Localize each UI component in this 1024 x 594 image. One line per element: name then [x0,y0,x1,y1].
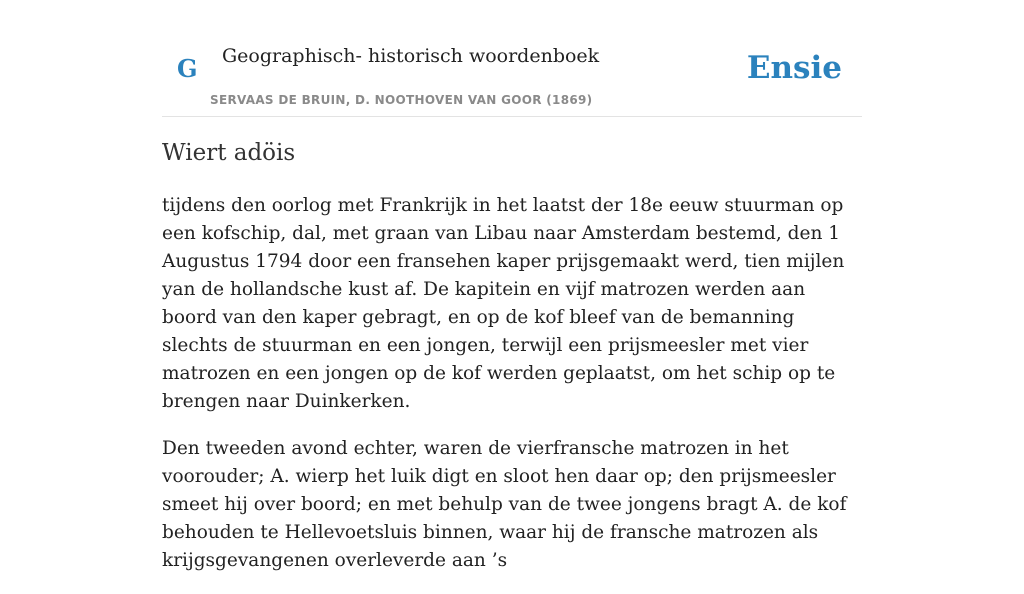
category-letter-icon[interactable]: G [177,54,198,83]
header [162,0,862,117]
entry-body [162,192,862,594]
brand-logo[interactable]: Ensie [746,50,842,86]
page [162,0,862,571]
book-author: SERVAAS DE BRUIN, D. NOOTHOVEN VAN GOOR (1869) [210,93,593,107]
entry-paragraph: tijdens den oorlog met Frankrijk in het laatst der 18e eeuw stuurman op een kofschip, dal, met graan van Libau naar Amsterdam bestemd, den 1 Augustus 1794 door een fransehen kaper prijsgemaakt werd, tien mijlen yan de hollandsche kust af. De kapitein en vijf matrozen werden aan boord van den kaper gebragt, en op de kof bleef van de bemanning slechts de stuurman en een jongen, terwijl een prijsmeesler met vier matrozen en een jongen op de kof werden geplaatst, om het schip op te brengen naar Duinkerken. [162,195,845,412]
entry-title: Wiert adöis [162,140,296,166]
book-title[interactable]: Geographisch- historisch woordenboek [222,45,600,67]
entry-paragraph: Den tweeden avond echter, waren de vierfransche matrozen in het voorouder; A. wierp het luik digt en sloot hen daar op; den prijsmeesler smeet hij over boord; en met behulp van de twee jongens bragt A. de kof behouden te Hellevoetsluis binnen, waar hij de fransche matrozen als krijgsgevangenen overleverde aan ’s [162,438,847,571]
